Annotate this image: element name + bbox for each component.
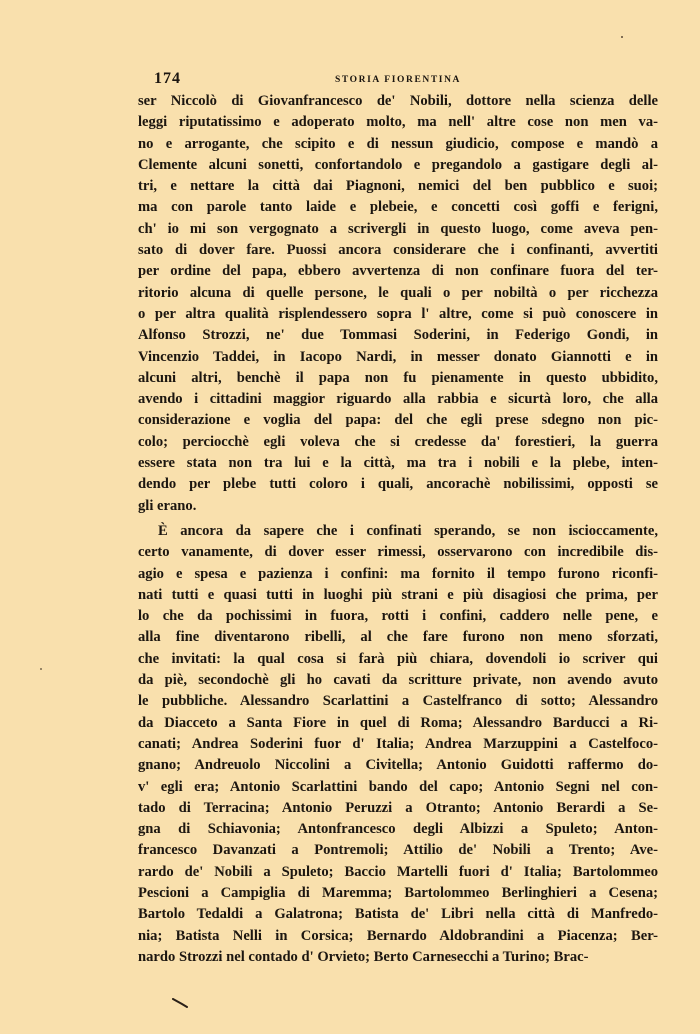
paragraph-1-line: colo; perciocchè egli voleva che si credesse da' forestieri, la guerra [138,433,658,450]
paragraph-2-line: gnano; Andreuolo Niccolini a Civitella; Antonio Guidotti raffermo do- [138,757,658,774]
stray-ink-mark [172,998,188,1008]
page-number: 174 [154,70,181,87]
paragraph-2-line: che invitati: la qual cosa si farà più chiara, dovendoli io scriver qui [138,650,658,667]
paragraph-1-line: leggi riputatissimo e adoperato molto, ma nell' altre cose non men va- [138,114,658,131]
paragraph-1-line: Vincenzio Taddei, in Iacopo Nardi, in messer donato Giannotti e in [138,348,658,365]
paragraph-2-line: v' egli era; Antonio Scarlattini bando del capo; Antonio Segni nel con- [138,778,658,795]
paragraph-2-line: canati; Andrea Soderini fuor d' Italia; Andrea Marzuppini a Castelfoco- [138,735,658,752]
paragraph-2-line: Pescioni a Campiglia di Maremma; Bartolommeo Berlinghieri a Cesena; [138,884,658,901]
paragraph-1-line: considerazione e voglia del papa: del che egli prese sdegno non pic- [138,412,658,429]
paragraph-2-line: È ancora da sapere che i confinati sperando, se non iscioccamente, [158,522,658,539]
ink-speck [621,36,623,38]
paragraph-1-line: tri, e nettare la città dai Piagnoni, nemici del ben pubblico e suoi; [138,178,658,195]
body-text [138,91,658,968]
paragraph-2-line: nia; Batista Nelli in Corsica; Bernardo Aldobrandini a Piacenza; Ber- [138,927,658,944]
paragraph-1-line: per ordine del papa, ebbero avvertenza di non confinare fuora del ter- [138,263,658,280]
paragraph-2-line: agio e spesa e pazienza i confini: ma fornito il tempo furono riconfi- [138,565,658,582]
paragraph-2-line: alla fine diventarono ribelli, al che fare furono non meno sforzati, [138,629,658,646]
paragraph-2-line: nati tutti e quasi tutti in luoghi più strani e più disagiosi che prima, per [138,586,658,603]
paragraph-1-line: dendo per plebe tutti coloro i quali, ancorachè nobilissimi, opposti se [138,476,658,493]
paragraph-1-line: ser Niccolò di Giovanfrancesco de' Nobili, dottore nella scienza delle [138,93,658,109]
paragraph-2-line: nardo Strozzi nel contado d' Orvieto; Berto Carnesecchi a Turino; Brac- [138,948,589,965]
paragraph-1-line: Clemente alcuni sonetti, confortandolo e pregandolo a gastigare degli al- [138,156,658,173]
running-title: STORIA FIORENTINA [334,75,461,85]
paragraph-1-line: ch' io mi son vergognato a scrivergli in questo luogo, come aveva pen- [138,220,658,237]
paragraph-2-line: gna di Schiavonia; Antonfrancesco degli Albizzi a Spuleto; Anton- [138,821,658,838]
paragraph-2-line: rardo de' Nobili a Spuleto; Baccio Martelli fuori d' Italia; Bartolommeo [138,863,658,880]
paragraph-1-line: avendo i cittadini maggior riguardo alla rabbia e sicurtà loro, che alla [138,391,658,408]
paragraph-1-line: o per altra qualità risplendessero sopra l' altre, come si può conoscere in [138,305,658,322]
paragraph-2-line: francesco Davanzati a Pontremoli; Attilio de' Nobili a Trento; Ave- [138,842,658,859]
paragraph-1-line: no e arrogante, che scipito e di nessun giudicio, compose e mandò a [138,135,658,152]
paragraph-2-line: tado di Terracina; Antonio Peruzzi a Otranto; Antonio Berardi a Se- [138,799,658,816]
paragraph-2-line: le pubbliche. Alessandro Scarlattini a Castelfranco di sotto; Alessandro [138,693,658,710]
paragraph-1-line: sato di dover fare. Puossi ancora considerare che i confinanti, avvertiti [138,242,658,259]
paragraph-2-line: certo vanamente, di dover esser rimessi, osservarono con incredibile dis- [138,544,658,561]
paragraph-1-line: alcuni altri, benchè il papa non fu pienamente in questo ubbidito, [138,369,658,386]
paragraph-1-line: ma con parole tanto laide e plebeie, e concetti così goffi e ferigni, [138,199,658,216]
paragraph-2-line: da piè, secondochè gli ho cavati da scritture private, non avendo avuto [138,672,658,689]
paragraph-1-line: gli erano. [138,497,197,514]
ink-speck [40,668,42,670]
paragraph-1-line: essere stata non tra lui e la città, ma tra i nobili e la plebe, inten- [138,455,658,472]
paragraph-1-line: ritorio alcuna di quelle persone, le quali o per nobiltà o per ricchezza [138,284,658,301]
paragraph-2-line: Bartolo Tedaldi a Galatrona; Batista de' Libri nella città di Manfredo- [138,906,658,923]
paragraph-1-line: Alfonso Strozzi, ne' due Tommasi Soderini, in Federigo Gondi, in [138,327,658,344]
paragraph-2-line: da Diacceto a Santa Fiore in quel di Roma; Alessandro Barducci a Ri- [138,714,658,731]
paragraph-2-line: lo che da pochissimi in fuora, rotti i confini, caddero nelle pene, e [138,608,658,625]
page-header [138,70,658,90]
